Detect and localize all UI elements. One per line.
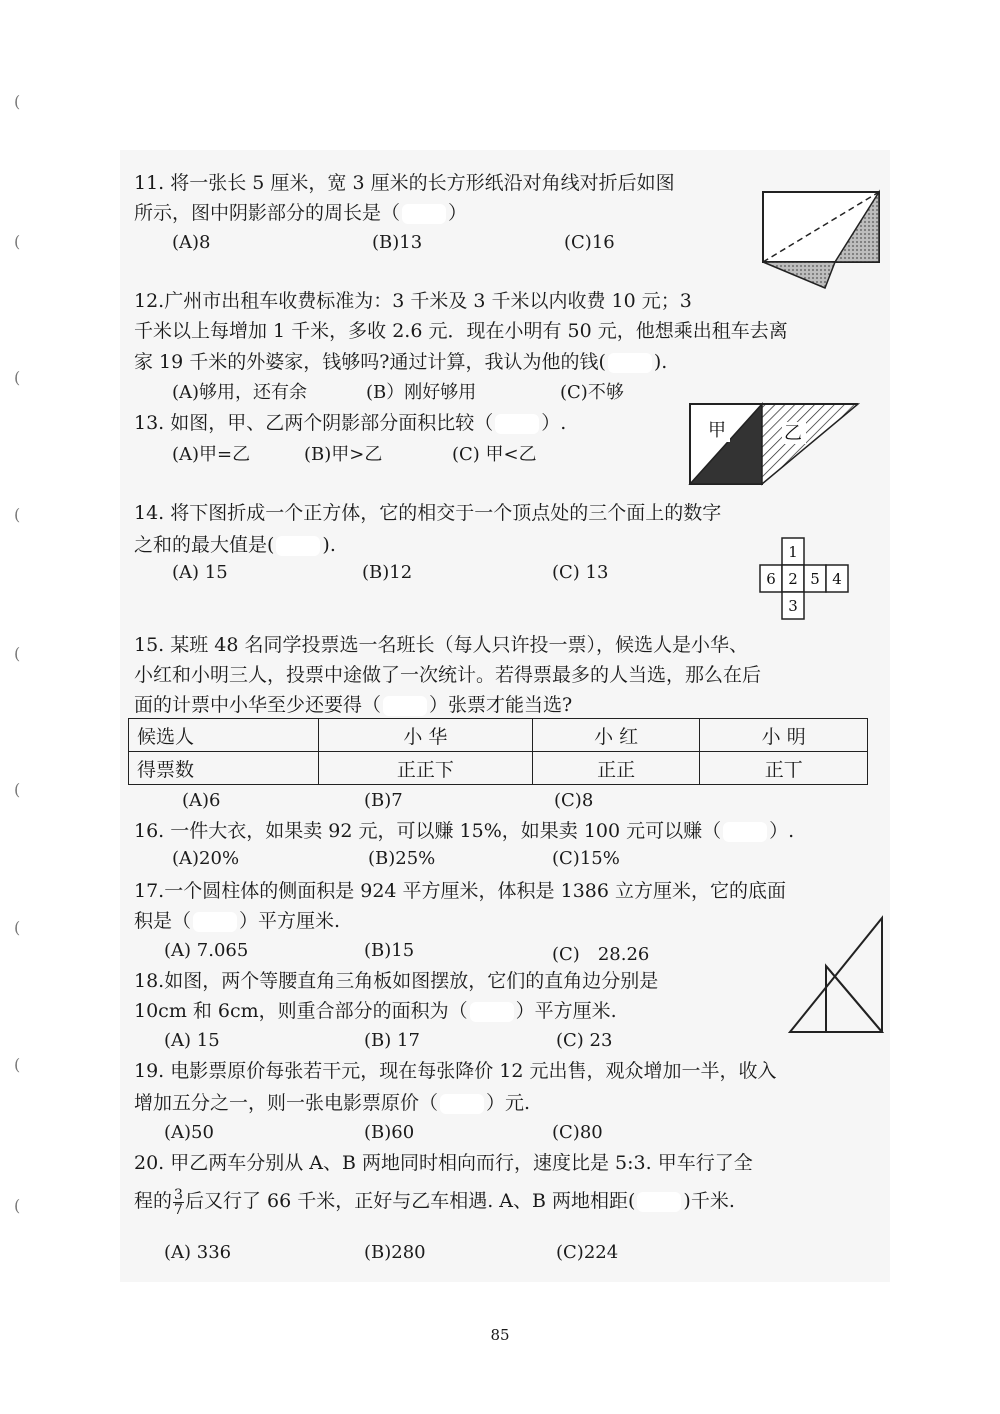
vote-tally-table <box>128 718 868 785</box>
net-face: 4 <box>832 570 842 588</box>
q15-option-c[interactable]: (C)8 <box>554 790 594 811</box>
page-number: 85 <box>490 1326 510 1344</box>
q12-option-c[interactable]: (C)不够 <box>560 382 624 403</box>
q15-option-a[interactable]: (A)6 <box>182 790 221 811</box>
answer-blank[interactable] <box>637 1192 681 1212</box>
q16-option-c[interactable]: (C)15% <box>552 848 620 869</box>
binding-mark: ( <box>14 918 21 937</box>
q17-option-c[interactable]: (C) 28.26 <box>552 944 650 965</box>
q13-option-c[interactable]: (C) 甲<乙 <box>452 444 537 465</box>
q18-option-c[interactable]: (C) 23 <box>556 1030 613 1051</box>
table-header-row <box>129 719 868 752</box>
q19-option-a[interactable]: (A)50 <box>164 1122 214 1143</box>
q20-line-2: 程的 $\frac{3}{7}$ 后又行了 66 千米，正好与乙车相遇. A、B 两地相距( )千米. <box>134 1186 735 1218</box>
q19-option-b[interactable]: (B)60 <box>364 1122 415 1143</box>
q14-option-c[interactable]: (C) 13 <box>552 562 609 583</box>
q15-option-b[interactable]: (B)7 <box>364 790 403 811</box>
q20-option-b[interactable]: (B)280 <box>364 1242 426 1263</box>
table-cell: 正丅 <box>700 752 868 785</box>
q11-line-1: 11. 将一张长 5 厘米，宽 3 厘米的长方形纸沿对角线对折后如图 <box>134 172 675 194</box>
net-face: 3 <box>788 597 798 615</box>
q14-line-2: 之和的最大值是( ). <box>134 534 336 556</box>
q16-option-b[interactable]: (B)25% <box>368 848 436 869</box>
table-cell: 得票数 <box>129 752 319 785</box>
net-face: 1 <box>788 543 798 561</box>
q14-cube-net-figure <box>756 536 856 624</box>
q12-line-3: 家 19 千米的外婆家，钱够吗?通过计算，我认为他的钱( ). <box>134 351 668 373</box>
net-face: 5 <box>810 570 820 588</box>
q16-option-a[interactable]: (A)20% <box>172 848 240 869</box>
q12-option-b[interactable]: (B）刚好够用 <box>366 382 477 403</box>
net-face: 6 <box>766 570 776 588</box>
q12-line-1: 12.广州市出租车收费标准为：3 千米及 3 千米以内收费 10 元；3 <box>134 290 692 312</box>
table-cell: 正正 <box>532 752 700 785</box>
answer-blank[interactable] <box>440 1094 484 1114</box>
binding-mark: ( <box>14 644 21 663</box>
binding-mark: ( <box>14 1055 21 1074</box>
q20-option-c[interactable]: (C)224 <box>556 1242 619 1263</box>
q20-line-1: 20. 甲乙两车分别从 A、B 两地同时相向而行，速度比是 5:3. 甲车行了全 <box>134 1152 753 1174</box>
label-jia: 甲 <box>708 420 726 441</box>
q18-option-b[interactable]: (B) 17 <box>364 1030 420 1051</box>
answer-blank[interactable] <box>193 912 237 932</box>
binding-mark: ( <box>14 780 21 799</box>
answer-blank[interactable] <box>402 204 446 224</box>
q12-line-2: 千米以上每增加 1 千米，多收 2.6 元．现在小明有 50 元，他想乘出租车去离 <box>134 320 788 342</box>
q20-option-a[interactable]: (A) 336 <box>164 1242 232 1263</box>
table-row <box>129 752 868 785</box>
answer-blank[interactable] <box>495 414 539 434</box>
q15-line-1: 15. 某班 48 名同学投票选一名班长（每人只许投一票），候选人是小华、 <box>134 634 749 656</box>
label-yi: 乙 <box>784 423 802 444</box>
q19-line-2: 增加五分之一，则一张电影票原价（ ）元. <box>134 1092 531 1114</box>
q18-option-a[interactable]: (A) 15 <box>164 1030 220 1051</box>
binding-mark: ( <box>14 232 21 251</box>
q18-triangle-figure <box>786 914 890 1038</box>
q13-option-a[interactable]: (A)甲=乙 <box>172 444 251 465</box>
answer-blank[interactable] <box>276 536 320 556</box>
q13-shaded-area-figure <box>688 402 864 488</box>
fraction-three-sevenths: $\frac{3}{7}$ <box>174 1186 183 1218</box>
q11-line-2: 所示，图中阴影部分的周长是（ ） <box>134 202 468 224</box>
q18-line-2: 10cm 和 6cm，则重合部分的面积为（ ）平方厘米. <box>134 1000 617 1022</box>
binding-mark: ( <box>14 1196 21 1215</box>
q14-option-b[interactable]: (B)12 <box>362 562 413 583</box>
q16-line-1: 16. 一件大衣，如果卖 92 元，可以赚 15%，如果卖 100 元可以赚（ ）. <box>134 820 795 842</box>
answer-blank[interactable] <box>723 822 767 842</box>
binding-mark: ( <box>14 505 21 524</box>
answer-blank[interactable] <box>470 1002 514 1022</box>
binding-mark: ( <box>14 368 21 387</box>
q17-option-b[interactable]: (B)15 <box>364 940 415 961</box>
q14-option-a[interactable]: (A) 15 <box>172 562 228 583</box>
q12-option-a[interactable]: (A)够用，还有余 <box>172 382 308 403</box>
q19-line-1: 19. 电影票原价每张若干元，现在每张降价 12 元出售，观众增加一半，收入 <box>134 1060 777 1082</box>
q19-option-c[interactable]: (C)80 <box>552 1122 603 1143</box>
q13-option-b[interactable]: (B)甲>乙 <box>304 444 383 465</box>
q18-line-1: 18.如图，两个等腰直角三角板如图摆放，它们的直角边分别是 <box>134 970 659 992</box>
net-face: 2 <box>788 570 798 588</box>
q11-option-b[interactable]: (B)13 <box>372 232 423 253</box>
q17-line-2: 积是（ ）平方厘米. <box>134 910 341 932</box>
q11-folded-rectangle-figure <box>755 184 885 294</box>
q13-line-1: 13. 如图，甲、乙两个阴影部分面积比较（ ）. <box>134 412 567 434</box>
table-header-cell: 小 明 <box>700 719 868 752</box>
table-header-cell: 小 红 <box>532 719 700 752</box>
q11-option-c[interactable]: (C)16 <box>564 232 615 253</box>
answer-blank[interactable] <box>383 696 427 716</box>
table-cell: 正正下 <box>319 752 533 785</box>
q15-line-2: 小红和小明三人，投票中途做了一次统计。若得票最多的人当选，那么在后 <box>134 664 762 686</box>
q15-line-3: 面的计票中小华至少还要得（ ）张票才能当选? <box>134 694 573 716</box>
answer-blank[interactable] <box>608 353 652 373</box>
q14-line-1: 14. 将下图折成一个正方体，它的相交于一个顶点处的三个面上的数字 <box>134 502 722 524</box>
q17-line-1: 17.一个圆柱体的侧面积是 924 平方厘米，体积是 1386 立方厘米，它的底面 <box>134 880 786 902</box>
table-header-cell: 小 华 <box>319 719 533 752</box>
q11-option-a[interactable]: (A)8 <box>172 232 211 253</box>
table-header-cell: 候选人 <box>129 719 319 752</box>
binding-mark: ( <box>14 92 21 111</box>
q17-option-a[interactable]: (A) 7.065 <box>164 940 249 961</box>
